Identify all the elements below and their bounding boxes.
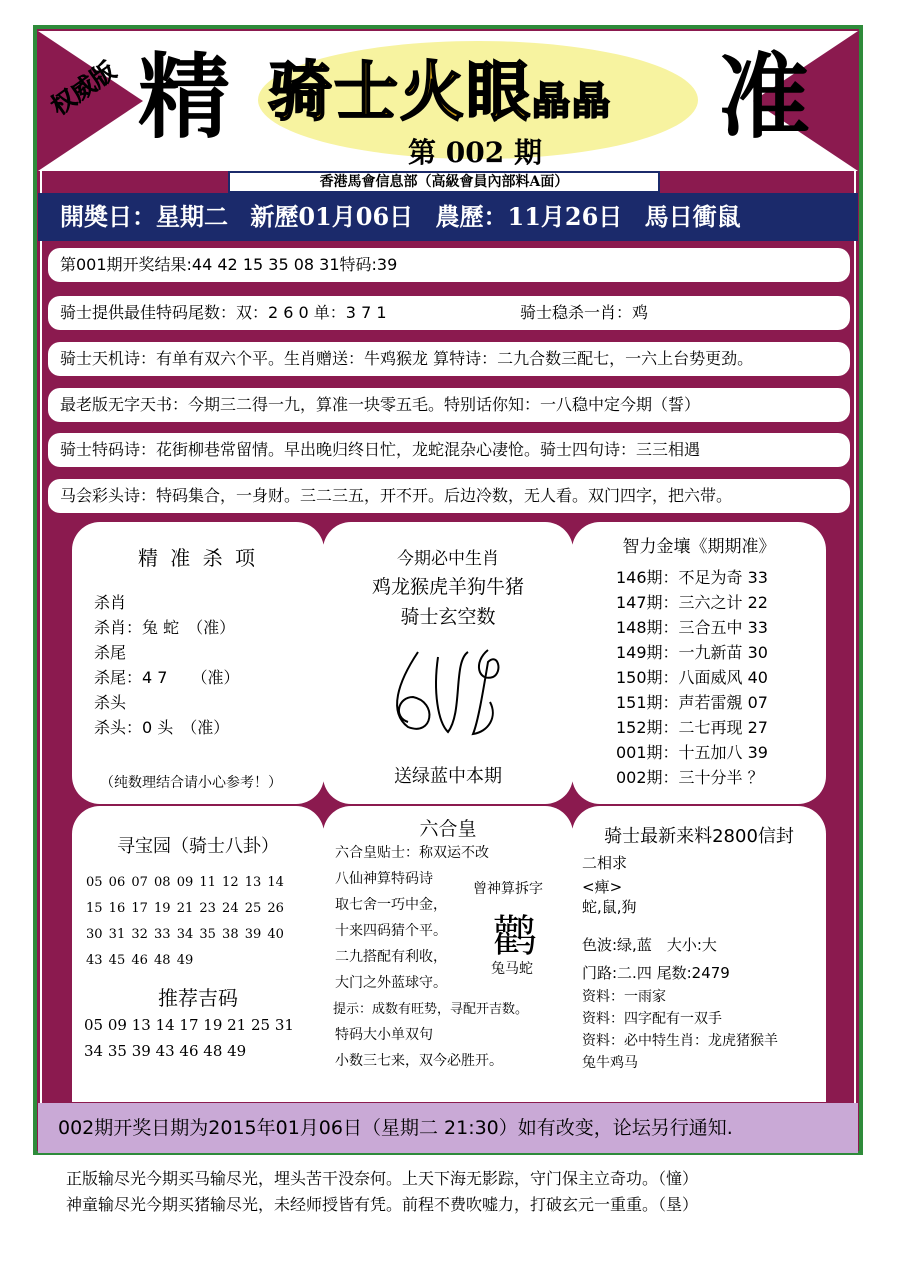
zodiac-panel [323, 522, 573, 804]
history-line: 146期：不足为奇 33 [616, 568, 768, 587]
history-line: 002期：三十分半 ？ [616, 768, 764, 787]
bottom-poem-1: 正版输尽光今期买马输尽光，埋头苦干没奈何。上天下海无影踪，守门保主立奇功。（憧） [66, 1169, 699, 1188]
special-poem-row: 骑士特码诗：花街柳巷常留情。早出晚归终日忙，龙蛇混杂心凄怆。骑士四句诗：三三相遇 [48, 433, 850, 467]
latest-line: 兔牛鸡马 [582, 1055, 638, 1071]
liuhe-panel [323, 806, 573, 1102]
bottom-poem-2: 神童输尽光今期买猪输尽光，未经师授皆有凭。前程不费吹嘘力，打破玄元一重重。（垦） [66, 1195, 699, 1214]
zodiac-line1: 今期必中生肖 [397, 549, 499, 569]
tail-text: 骑士提供最佳特码尾数：双：2 6 0 单：3 7 1 [60, 303, 387, 322]
latest-line: 资料：必中特生肖：龙虎猪猴羊 [582, 1033, 778, 1049]
header [38, 31, 858, 171]
history-line: 001期：十五加八 39 [616, 743, 768, 762]
liuhe-line: 二九搭配有利收， [335, 949, 447, 965]
signature-drawing [378, 642, 518, 742]
latest-line: 门路:二.四 尾数:2479 [582, 964, 730, 982]
draw-date-notice: 002期开奖日期为2015年01月06日（星期二 21:30）如有改变，论坛另行通知. [38, 1103, 858, 1153]
latest-line: 二相求 [582, 854, 628, 872]
liuhe-line: 大门之外蓝球守。 [335, 975, 447, 991]
left-big-char: 精 [138, 43, 231, 151]
liuhe-line: 小数三七来，双今必胜开。 [335, 1053, 503, 1069]
kill-line: 杀肖 [94, 593, 127, 612]
latest-line: 资料：一雨家 [582, 989, 666, 1005]
zodiac-bottom: 送绿蓝中本期 [394, 766, 502, 787]
liuhe-line: 提示：成数有旺势，寻配开吉数。 [333, 1002, 529, 1017]
latest-line: 色波:绿,蓝 大小:大 [582, 936, 717, 954]
history-line: 150期：八面威风 40 [616, 668, 768, 687]
title-small: 晶晶 [532, 78, 613, 123]
kill-panel-title: 精 准 杀 项 [137, 546, 259, 570]
kill-zodiac-text: 骑士稳杀一肖：鸡 [520, 303, 649, 322]
split-char: 鹳 [493, 911, 537, 962]
right-big-char: 准 [718, 43, 811, 151]
kill-line: 杀肖：兔 蛇 （准） [94, 618, 236, 637]
latest-line: <痺> [582, 878, 623, 896]
zodiac-line3: 骑士玄空数 [400, 606, 496, 628]
latest-title: 骑士最新来料2800信封 [604, 826, 794, 847]
tail-row [48, 296, 850, 330]
history-title: 智力金壤《期期准》 [622, 537, 776, 557]
kill-line: 杀尾 [94, 643, 127, 662]
result-row: 第001期开奖结果:44 42 15 35 08 31特码:39 [48, 248, 850, 282]
history-line: 151期：声若雷覫 07 [616, 693, 768, 712]
history-panel [572, 522, 826, 804]
kill-note: （纯数理结合请小心参考！） [100, 775, 282, 791]
lucky-numbers-title: 推荐吉码 [158, 986, 238, 1010]
liuhe-line: 十来四码猜个平。 [335, 923, 447, 939]
heavenly-book-row: 最老版无字天书：今期三二得一九，算准一块零五毛。特别话你知：一八稳中定今期（誓） [48, 388, 850, 422]
split-char-label: 曾神算拆字 [473, 881, 543, 897]
title-main: 骑士火眼 [268, 55, 532, 130]
liuhe-line: 六合皇贴士：称双运不改 [335, 845, 489, 861]
liuhe-title: 六合皇 [419, 818, 477, 840]
liuhe-line: 八仙神算特码诗 [335, 871, 433, 887]
history-line: 149期：一九新苗 30 [616, 643, 768, 662]
liuhe-line: 取七舍一巧中金， [335, 897, 447, 913]
issue-number: 第 002 期 [408, 136, 542, 169]
main-title [268, 55, 613, 130]
lucky-numbers: 05 09 13 14 17 19 21 25 31 34 35 39 43 46 48 49 [84, 1016, 294, 1060]
kill-line: 杀头：0 头 （准） [94, 718, 230, 737]
treasure-panel [72, 806, 324, 1102]
zodiac-line2: 鸡龙猴虎羊狗牛猪 [371, 576, 524, 598]
latest-panel [572, 806, 826, 1102]
liuhe-line: 特码大小单双句 [335, 1027, 433, 1043]
history-line: 148期：三合五中 33 [616, 618, 768, 637]
subtitle-bar: 香港馬會信息部（高級會員內部料A面） [228, 171, 660, 193]
treasure-numbers: 05 06 07 08 09 11 12 13 14 15 16 17 19 21 23 24 25 26 30 31 32 33 34 35 38 39 40 43 45 46 48 49 [86, 875, 284, 968]
latest-line: 资料：四字配有一双手 [582, 1011, 722, 1027]
kill-line: 杀头 [94, 693, 127, 712]
history-line: 152期：二七再现 27 [616, 718, 768, 737]
split-char-sub: 兔马蛇 [491, 961, 533, 977]
kill-line: 杀尾：4 7 （准） [94, 668, 240, 687]
edition-badge: 权威版 [45, 55, 121, 121]
kill-panel [72, 522, 324, 804]
latest-line: 蛇,鼠,狗 [582, 898, 637, 916]
history-line: 147期：三六之计 22 [616, 593, 768, 612]
draw-date-bar: 開奬日：星期二 新歷01月06日 農歷：11月26日 馬日衝鼠 [38, 193, 858, 241]
poem-row: 骑士天机诗：有单有双六个平。生肖赠送：牛鸡猴龙 算特诗：二九合数三配七，一六上台势更劲。 [48, 342, 850, 376]
treasure-title: 寻宝园（骑士八卦） [117, 836, 279, 857]
lucky-poem-row: 马会彩头诗：特码集合，一身财。三二三五，开不开。后边冷数，无人看。双门四字，把六带。 [48, 479, 850, 513]
